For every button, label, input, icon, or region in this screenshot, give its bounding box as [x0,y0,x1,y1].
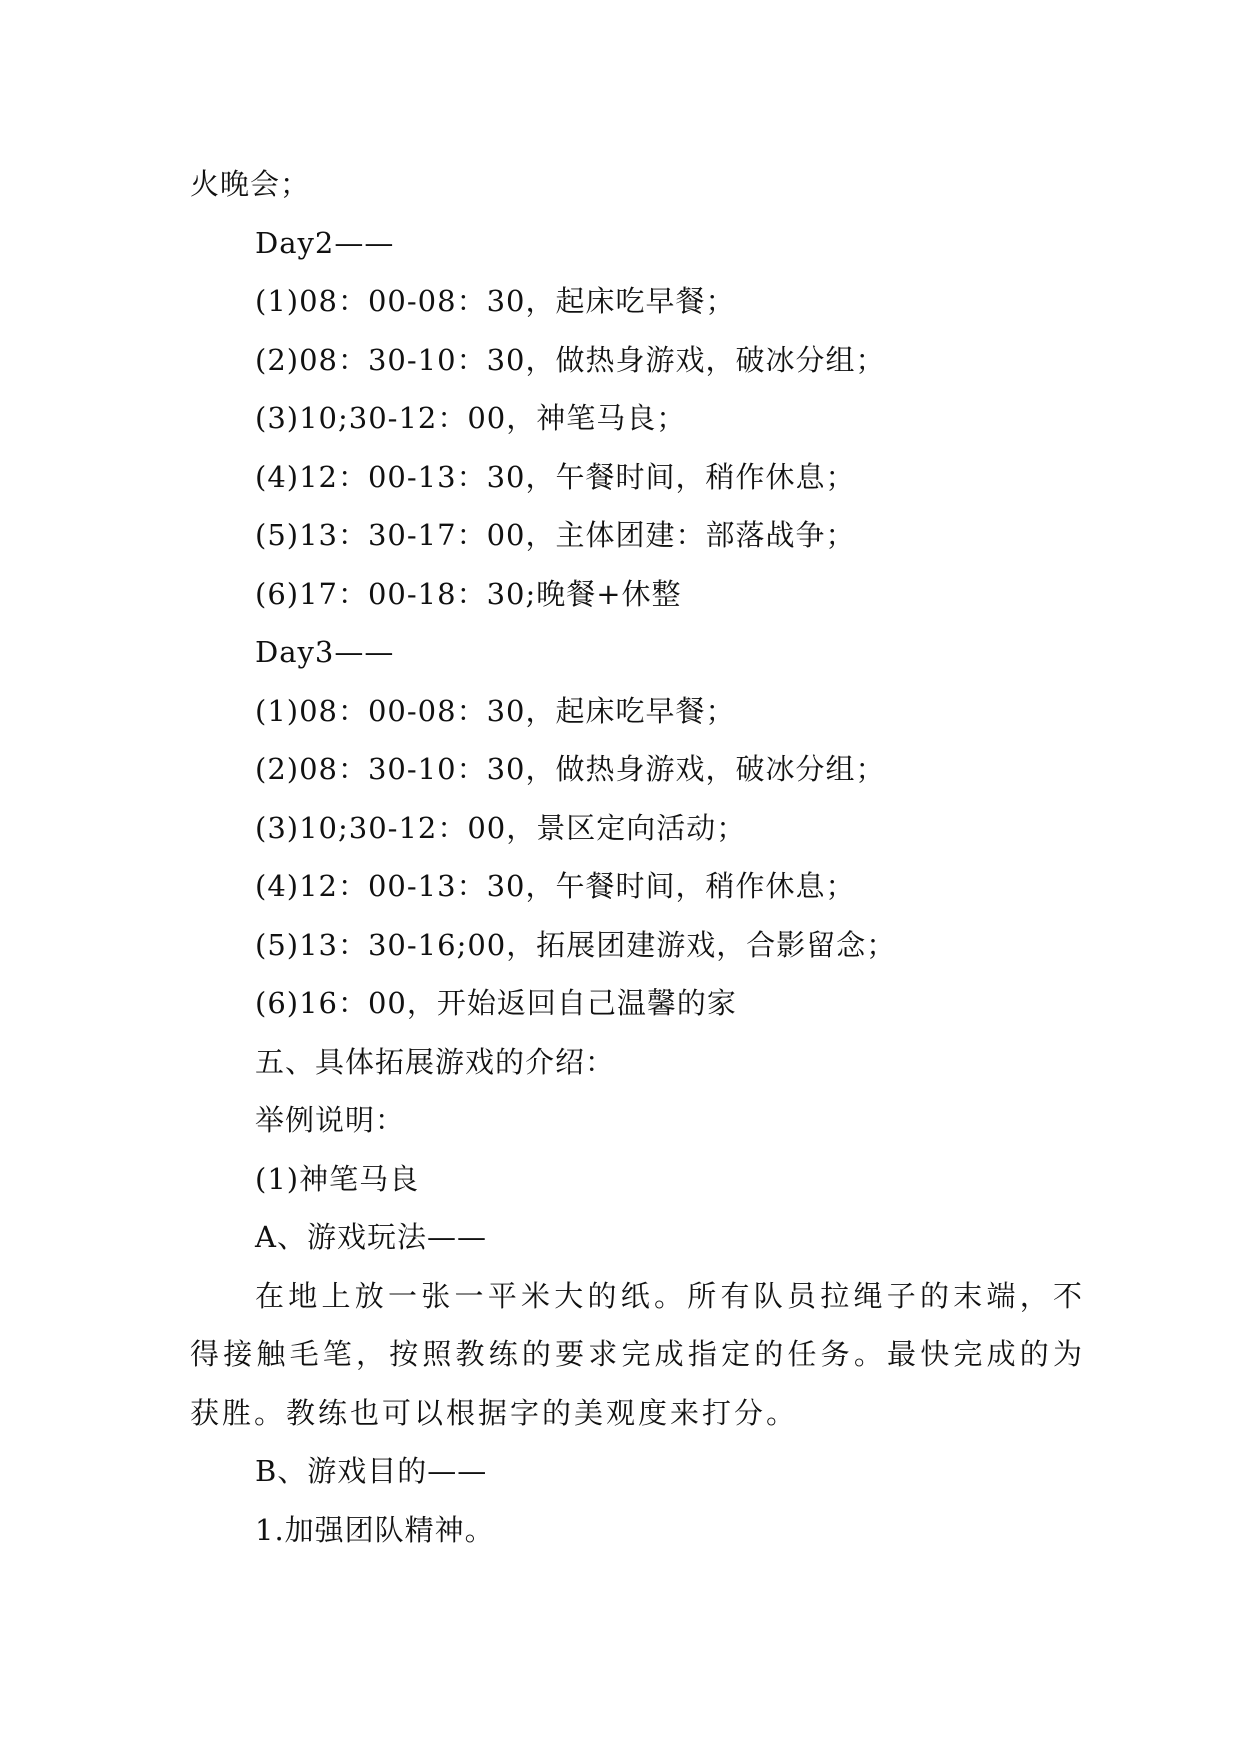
schedule-item: (5)13：30-17：00，主体团建：部落战争； [255,518,856,552]
schedule-item: (2)08：30-10：30，做热身游戏，破冰分组； [255,342,886,377]
text-line: 1.加强团队精神。 [255,1512,495,1547]
section-heading-day3: Day3—— [255,635,395,669]
body-paragraph: 在地上放一张一平米大的纸。所有队员拉绳子的末端，不得接触毛笔，按照教练的要求完成指定的任务。最快完成的为获胜。教练也可以根据字的美观度来打分。 [190,1278,1085,1430]
text-line: 举例说明： [255,1103,406,1137]
text-line: 火晚会； [190,167,311,201]
schedule-item: (1)08：00-08：30，起床吃早餐； [255,284,736,318]
subheading: B、游戏目的—— [255,1454,488,1488]
schedule-item: (4)12：00-13：30，午餐时间，稍作休息； [255,459,856,494]
schedule-item: (2)08：30-10：30，做热身游戏，破冰分组； [255,752,886,786]
document-body [190,155,1085,1559]
section-heading: 五、具体拓展游戏的介绍： [255,1044,616,1079]
schedule-item: (6)16：00，开始返回自己温馨的家 [255,986,737,1020]
subheading: A、游戏玩法—— [255,1220,487,1254]
schedule-item: (3)10;30-12：00，景区定向活动； [255,810,747,845]
schedule-item: (1)08：00-08：30，起床吃早餐； [255,693,736,728]
schedule-item: (5)13：30-16;00，拓展团建游戏，合影留念； [255,927,897,962]
section-heading-day2: Day2—— [255,225,395,260]
game-title: (1)神笔马良 [255,1161,420,1196]
schedule-item: (6)17：00-18：30;晚餐+休整 [255,576,682,611]
schedule-item: (4)12：00-13：30，午餐时间，稍作休息； [255,869,856,903]
schedule-item: (3)10;30-12：00，神笔马良； [255,401,687,435]
